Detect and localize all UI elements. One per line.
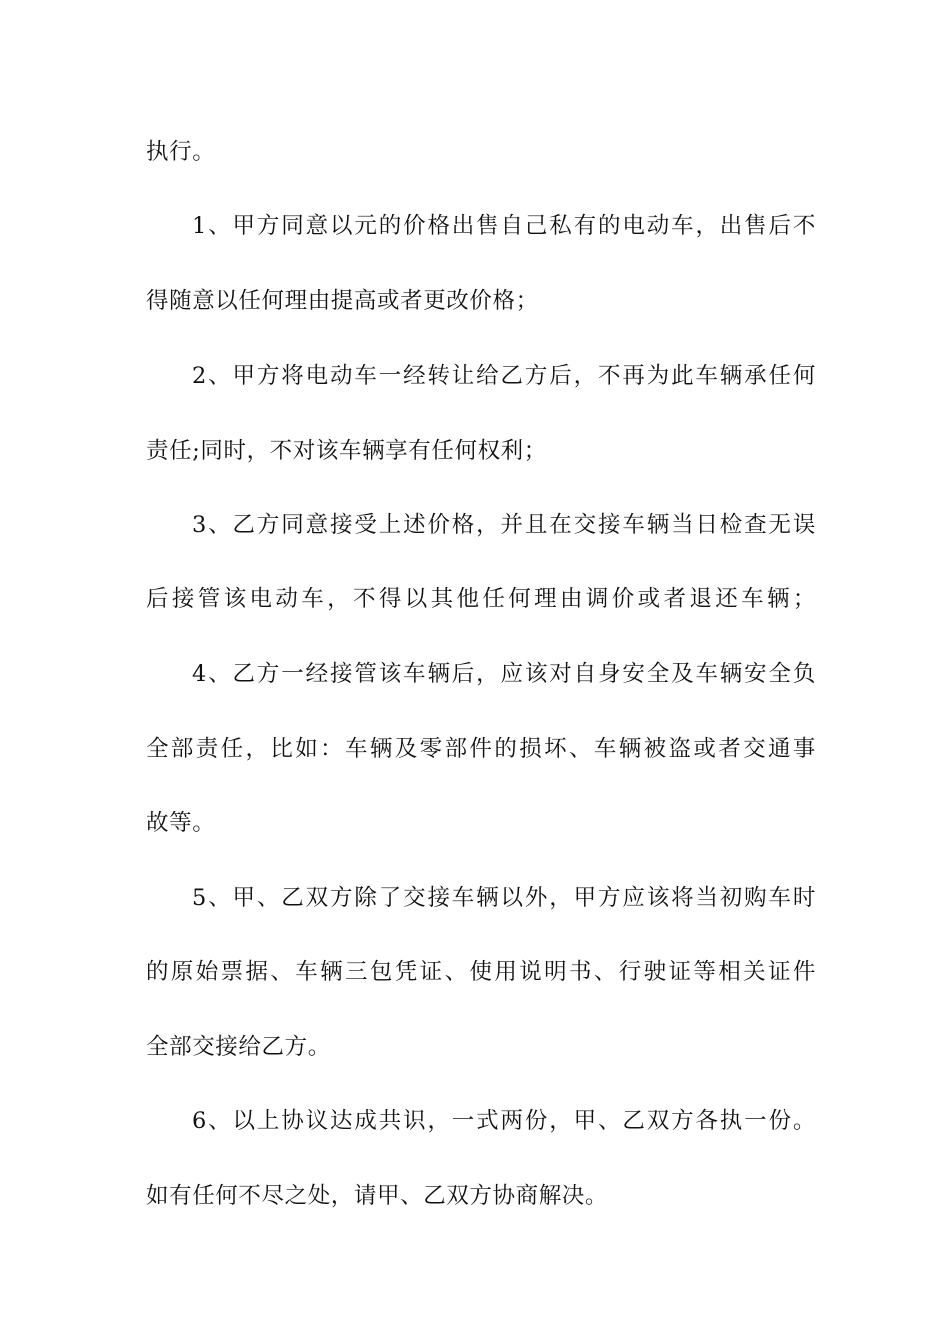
clause-3-line-2: 后接管该电动车，不得以其他任何理由调价或者退还车辆； (146, 586, 816, 612)
clause-6-line-1: 6、以上协议达成共识，一式两份，甲、乙双方各执一份。 (192, 1108, 816, 1134)
clause-2-line-2: 责任;同时，不对该车辆享有任何权利； (146, 438, 547, 464)
clause-3-line-1: 3、乙方同意接受上述价格，并且在交接车辆当日检查无误 (192, 512, 816, 538)
clause-5-line-3: 全部交接给乙方。 (146, 1034, 331, 1060)
clause-4-line-1: 4、乙方一经接管该车辆后，应该对自身安全及车辆安全负 (192, 661, 816, 687)
clause-5-line-2: 的原始票据、车辆三包凭证、使用说明书、行驶证等相关证件 (146, 959, 816, 985)
clause-4-line-2: 全部责任，比如：车辆及零部件的损坏、车辆被盗或者交通事 (146, 736, 816, 762)
clause-4-line-3: 故等。 (146, 810, 216, 836)
clause-1-line-1: 1、甲方同意以元的价格出售自己私有的电动车，出售后不 (192, 213, 816, 239)
clause-5-line-1: 5、甲、乙双方除了交接车辆以外，甲方应该将当初购车时 (192, 885, 816, 911)
text-line-1: 执行。 (146, 139, 216, 165)
clause-2-line-1: 2、甲方将电动车一经转让给乙方后，不再为此车辆承任何 (192, 363, 816, 389)
clause-1-line-2: 得随意以任何理由提高或者更改价格； (146, 288, 539, 314)
clause-6-line-2: 如有任何不尽之处，请甲、乙双方协商解决。 (146, 1183, 609, 1209)
